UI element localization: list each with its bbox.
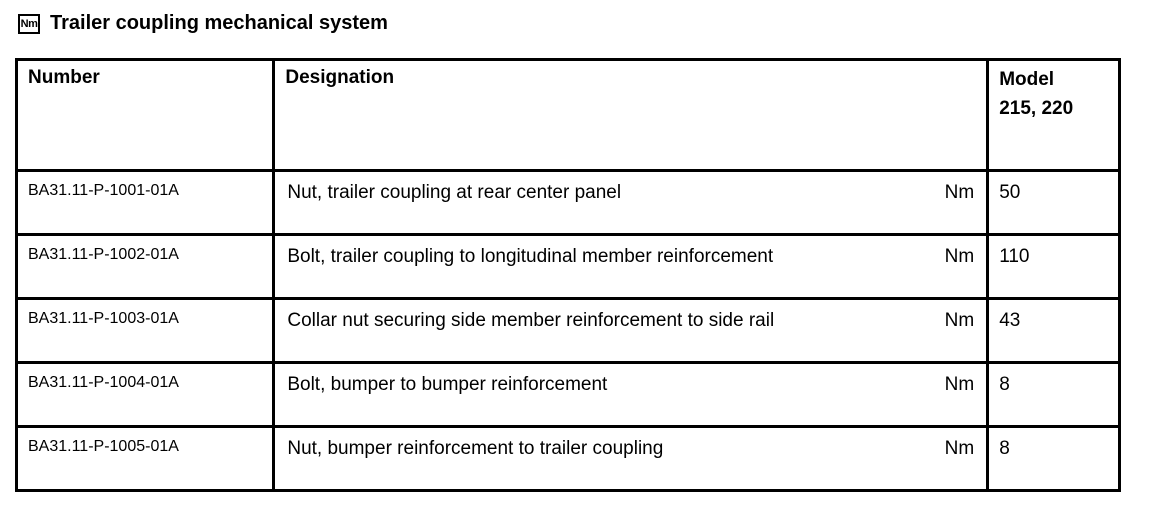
row-designation	[274, 363, 988, 427]
row-torque-value: 110	[988, 235, 1120, 299]
row-number: BA31.11-P-1005-01A	[17, 427, 274, 491]
table-header-row	[17, 60, 1120, 171]
designation-text: Bolt, trailer coupling to longitudinal member reinforcement	[287, 246, 774, 267]
row-designation	[274, 299, 988, 363]
unit-label: Nm	[944, 246, 975, 267]
row-designation	[274, 427, 988, 491]
section-header	[18, 12, 388, 35]
row-torque-value: 8	[988, 363, 1120, 427]
unit-label: Nm	[944, 182, 975, 203]
model-label: Model	[999, 69, 1055, 90]
row-torque-value: 50	[988, 171, 1120, 235]
table-row	[17, 363, 1120, 427]
unit-label: Nm	[944, 438, 975, 459]
column-header-designation: Designation	[274, 60, 988, 171]
row-torque-value: 8	[988, 427, 1120, 491]
page-title: Trailer coupling mechanical system	[50, 12, 388, 34]
model-numbers: 215, 220	[999, 98, 1074, 119]
designation-text: Nut, trailer coupling at rear center panel	[287, 182, 622, 203]
table-row	[17, 235, 1120, 299]
table-row	[17, 299, 1120, 363]
unit-label: Nm	[944, 310, 975, 331]
designation-text: Nut, bumper reinforcement to trailer coupling	[287, 438, 664, 459]
column-header-number: Number	[17, 60, 274, 171]
column-header-model	[988, 60, 1120, 171]
table-row	[17, 427, 1120, 491]
row-number: BA31.11-P-1003-01A	[17, 299, 274, 363]
row-torque-value: 43	[988, 299, 1120, 363]
torque-nm-icon: Nm	[18, 14, 40, 34]
table-row	[17, 171, 1120, 235]
unit-label: Nm	[944, 374, 975, 395]
torque-spec-table	[15, 58, 1121, 492]
row-designation	[274, 235, 988, 299]
designation-text: Collar nut securing side member reinforcement to side rail	[287, 310, 775, 331]
row-number: BA31.11-P-1001-01A	[17, 171, 274, 235]
row-number: BA31.11-P-1004-01A	[17, 363, 274, 427]
row-designation	[274, 171, 988, 235]
designation-text: Bolt, bumper to bumper reinforcement	[287, 374, 608, 395]
row-number: BA31.11-P-1002-01A	[17, 235, 274, 299]
